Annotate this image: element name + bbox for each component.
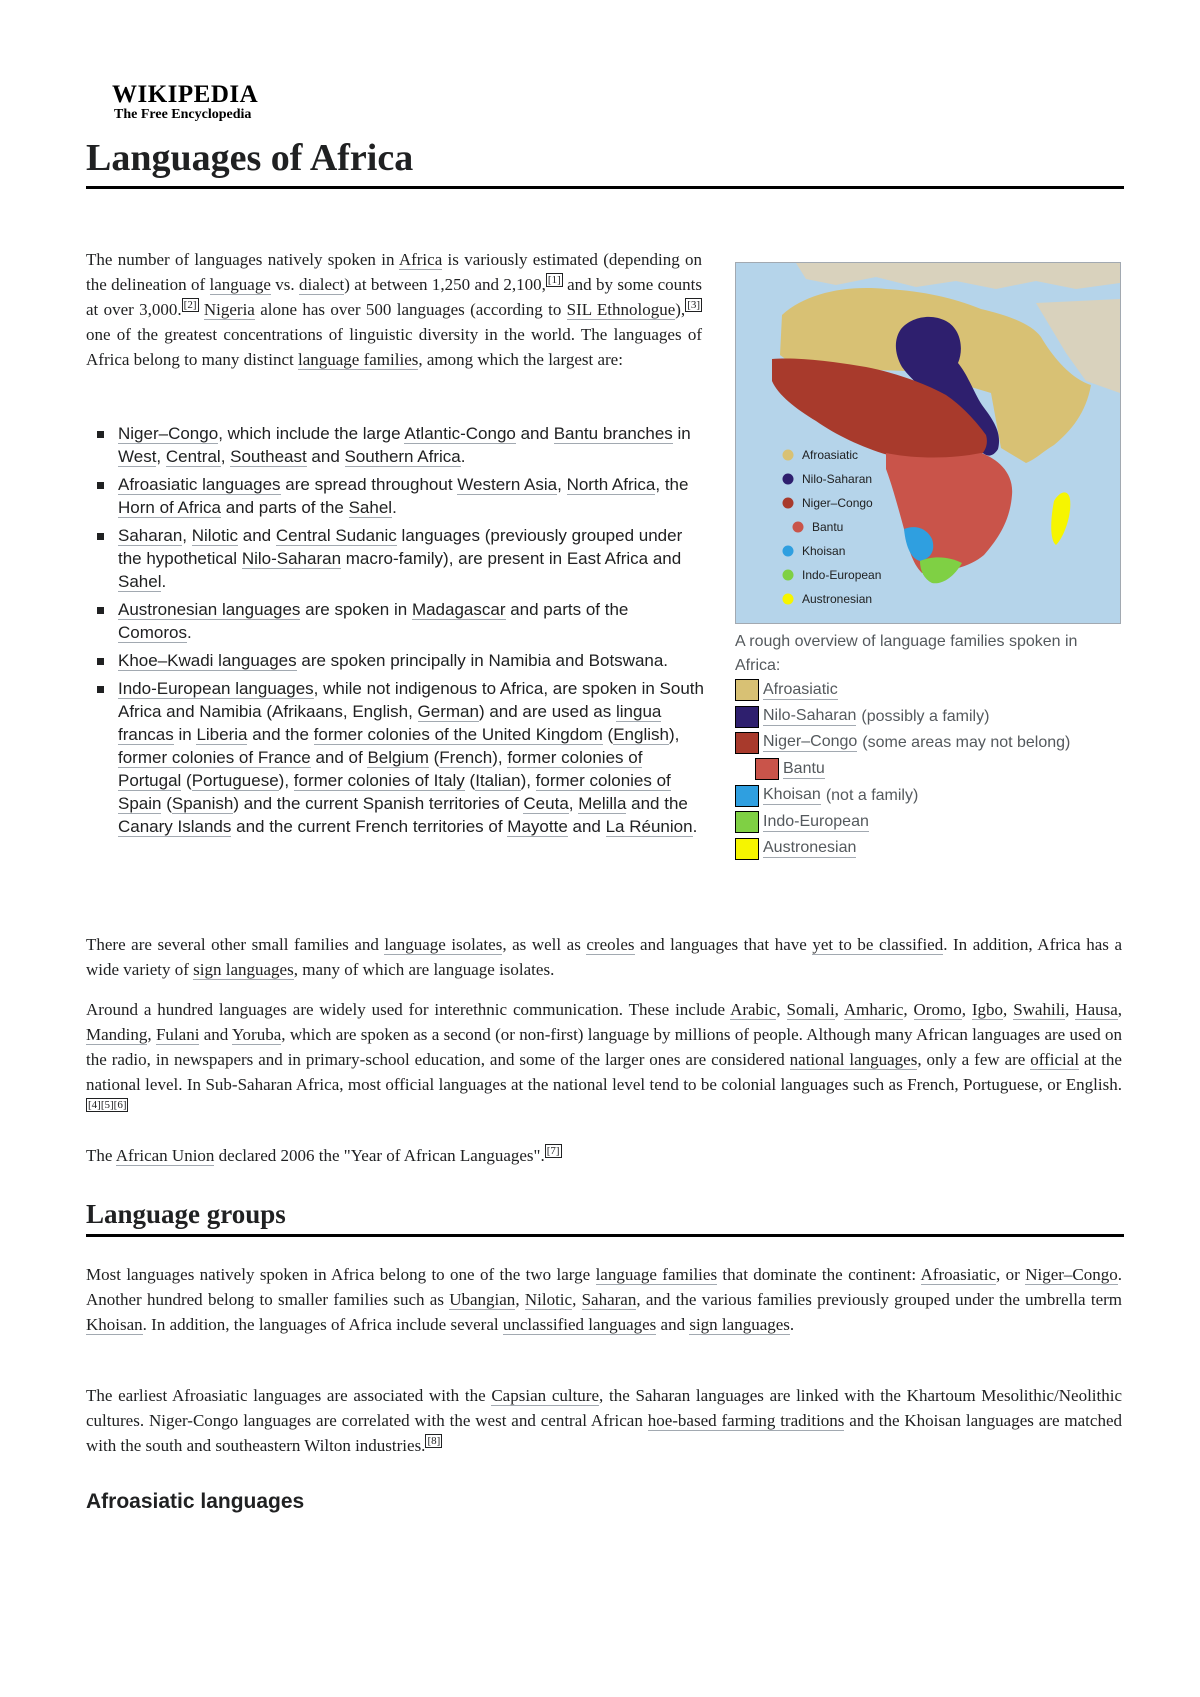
text: , the Saharan languages are linked with the Khartoum Mesolithic/Neolithic cultures. Niger-Congo languages are correlated with the west and central African	[86, 1386, 1123, 1430]
legend-label: Bantu	[812, 520, 844, 534]
link-language[interactable]: language	[209, 275, 271, 294]
link-dialect[interactable]: dialect	[298, 275, 345, 294]
text: and parts of the	[505, 600, 629, 619]
link[interactable]: creoles	[586, 935, 635, 954]
text: ),	[668, 725, 680, 744]
text: Most languages natively spoken in Africa belong to one of the two large	[86, 1265, 596, 1284]
text: that dominate the continent:	[717, 1265, 921, 1284]
link[interactable]: yet to be classified	[812, 935, 944, 954]
text: Around a hundred languages are widely used for interethnic communication. These include	[86, 1000, 731, 1019]
text: ,	[961, 1000, 972, 1019]
text: ,	[515, 1290, 525, 1309]
text: .	[186, 623, 192, 642]
text: . In addition, the languages of Africa include several	[142, 1315, 503, 1334]
ref-label: [3]	[687, 299, 701, 311]
link[interactable]: German	[417, 702, 479, 721]
link[interactable]: Bantu branches	[553, 424, 673, 443]
paragraph-african-union	[86, 1143, 1122, 1168]
list-item	[86, 422, 706, 468]
ref-7[interactable]	[545, 1144, 562, 1158]
link[interactable]: La Réunion	[605, 817, 693, 836]
link[interactable]: Ubangian	[449, 1290, 516, 1309]
color-swatch	[735, 811, 759, 833]
list-item	[86, 677, 706, 838]
text: alone has over 500 languages (according to	[254, 300, 567, 319]
text: in	[672, 424, 691, 443]
legend-dot	[783, 450, 794, 461]
text: ),	[492, 748, 508, 767]
language-family-list	[86, 422, 706, 843]
link[interactable]: Saharan	[581, 1290, 637, 1309]
link[interactable]: former colonies of Italy	[293, 771, 465, 790]
link[interactable]: West	[118, 447, 157, 466]
text: ,	[182, 526, 192, 545]
link[interactable]: Nilo-Saharan	[241, 549, 342, 568]
legend-item	[735, 677, 1121, 703]
link[interactable]: Arabic	[730, 1000, 777, 1019]
link[interactable]: Ceuta	[523, 794, 569, 813]
link[interactable]: Belgium	[367, 748, 429, 767]
link[interactable]: Hausa	[1075, 1000, 1118, 1019]
text: .	[692, 817, 698, 836]
link[interactable]: Khoe–Kwadi languages	[118, 651, 297, 670]
legend-dot	[793, 522, 804, 533]
link[interactable]: language isolates	[384, 935, 503, 954]
text: declared 2006 the "Year of African Languages".	[214, 1146, 545, 1165]
legend-dot	[783, 594, 794, 605]
legend-link[interactable]: Austronesian	[763, 839, 857, 857]
paragraph-other-families	[86, 932, 1122, 982]
legend-link[interactable]: Bantu	[783, 759, 825, 777]
ref-label: [7]	[546, 1145, 560, 1157]
text: and the current French territories of	[231, 817, 508, 836]
legend-link[interactable]: Khoisan	[763, 786, 821, 804]
link-african-union[interactable]: African Union	[115, 1146, 215, 1165]
link[interactable]: Horn of Africa	[118, 498, 221, 517]
section-heading-language-groups: Language groups	[86, 1196, 1124, 1237]
text: and parts of the	[221, 498, 349, 517]
text: is variously estimated (depending on the delineation of	[86, 250, 702, 294]
link[interactable]: former colonies of the United Kingdom	[313, 725, 603, 744]
link[interactable]: Afroasiatic	[920, 1265, 997, 1284]
text: and by some counts at over 3,000.	[86, 275, 702, 319]
legend-link[interactable]: Afroasiatic	[763, 680, 838, 698]
color-swatch	[735, 706, 759, 728]
text: and languages that have	[634, 935, 813, 954]
legend-note: (possibly a family)	[861, 707, 990, 725]
legend-dot	[783, 498, 794, 509]
list-item	[86, 473, 706, 519]
text: .	[392, 498, 397, 517]
text: and	[567, 817, 606, 836]
text: The	[86, 1146, 116, 1165]
ref-label: [1]	[547, 274, 561, 286]
text: ,	[156, 447, 166, 466]
link[interactable]: sign languages	[689, 1315, 790, 1334]
text: (	[464, 771, 476, 790]
text: ,	[557, 475, 567, 494]
link[interactable]: Fulani	[155, 1025, 200, 1044]
paragraph-earliest-cultures	[86, 1383, 1122, 1458]
list-item	[86, 524, 706, 593]
link[interactable]: Madagascar	[411, 600, 506, 619]
ref-8[interactable]	[425, 1434, 442, 1448]
link[interactable]: French	[439, 748, 493, 767]
link-sil-ethnologue[interactable]: SIL Ethnologue	[566, 300, 676, 319]
text: are spread throughout	[280, 475, 458, 494]
text: ),	[675, 300, 686, 319]
link[interactable]: Comoros	[118, 623, 187, 642]
link[interactable]: Melilla	[578, 794, 627, 813]
text: and	[238, 526, 276, 545]
ref-2[interactable]	[182, 298, 199, 312]
link[interactable]: Liberia	[196, 725, 248, 744]
text: , and the various families previously grouped under the umbrella term	[636, 1290, 1122, 1309]
legend-note: (some areas may not belong)	[862, 733, 1071, 751]
link[interactable]: official	[1030, 1050, 1080, 1069]
link[interactable]: hoe-based farming traditions	[647, 1411, 845, 1430]
text: The earliest Afroasiatic languages are associated with the	[86, 1386, 492, 1405]
legend-item	[735, 703, 1121, 729]
link-nigeria[interactable]: Nigeria	[203, 300, 255, 319]
logo-tagline: The Free Encyclopedia	[114, 107, 252, 122]
text: (	[428, 748, 440, 767]
list-item	[86, 649, 706, 672]
text: ,	[1003, 1000, 1014, 1019]
link[interactable]: Igbo	[971, 1000, 1004, 1019]
ref-1[interactable]	[546, 273, 563, 287]
link[interactable]: national languages	[789, 1050, 918, 1069]
link[interactable]: Italian	[475, 771, 521, 790]
wikipedia-logo[interactable]	[112, 82, 272, 122]
link[interactable]: Sahel	[348, 498, 393, 517]
list-item	[86, 598, 706, 644]
link[interactable]: Central	[165, 447, 221, 466]
text: , which include the large	[218, 424, 405, 443]
ref-3[interactable]	[685, 298, 702, 312]
text: are spoken in	[300, 600, 412, 619]
text: ),	[520, 771, 536, 790]
color-swatch	[735, 679, 759, 701]
color-swatch	[735, 785, 759, 807]
text: , the	[655, 475, 689, 494]
text: ,	[147, 1025, 156, 1044]
paragraph-interethnic	[86, 997, 1122, 1122]
legend-item	[735, 756, 1121, 782]
text: ) and the current Spanish territories of	[233, 794, 524, 813]
color-swatch	[755, 758, 779, 780]
link[interactable]: Amharic	[843, 1000, 904, 1019]
text: ,	[220, 447, 231, 466]
text: one of the greatest concentrations of linguistic diversity in the world. The languages of Africa belong to many distinct	[86, 325, 702, 369]
legend-dot	[783, 546, 794, 557]
text: ,	[903, 1000, 914, 1019]
subsection-heading-afroasiatic: Afroasiatic languages	[86, 1490, 305, 1513]
africa-language-map[interactable]	[735, 262, 1121, 624]
text: and	[656, 1315, 690, 1334]
link[interactable]: Capsian culture	[491, 1386, 600, 1405]
text: and the	[247, 725, 314, 744]
legend-label: Niger–Congo	[802, 496, 873, 510]
intro-paragraph	[86, 247, 702, 372]
text: ,	[834, 1000, 844, 1019]
legend-link[interactable]: Niger–Congo	[763, 733, 858, 751]
text: .	[161, 572, 167, 591]
text: ) and are used as	[478, 702, 616, 721]
link[interactable]: Austronesian languages	[118, 600, 301, 619]
text: and the Khoisan languages are matched with the south and southeastern Wilton industries.	[86, 1411, 1122, 1455]
link[interactable]: Yoruba	[231, 1025, 282, 1044]
link[interactable]: Central Sudanic	[275, 526, 397, 545]
link[interactable]: English	[613, 725, 669, 744]
text: ),	[278, 771, 294, 790]
text: ,	[568, 794, 579, 813]
ref-label: [2]	[183, 299, 197, 311]
link[interactable]: Somali	[786, 1000, 835, 1019]
ref-label: [8]	[427, 1435, 441, 1447]
text: , many of which are language isolates.	[293, 960, 555, 979]
link[interactable]: sign languages	[193, 960, 294, 979]
text: (	[602, 725, 614, 744]
text: ,	[1117, 1000, 1123, 1019]
text: , among which the largest are:	[418, 350, 623, 369]
link[interactable]: Niger–Congo	[118, 424, 219, 443]
legend-item	[735, 809, 1121, 835]
text: , which are spoken as a second (or non-first) language by millions of people. Although many African languages are used on the radio, in newspapers and in primary-school education, and some of the larger ones are considered	[86, 1025, 1123, 1069]
text: and the	[626, 794, 688, 813]
legend-label: Nilo-Saharan	[802, 472, 873, 486]
text: macro-family), are present in East Africa and	[341, 549, 682, 568]
legend-item	[735, 730, 1121, 756]
legend-link[interactable]: Indo-European	[763, 812, 869, 830]
link[interactable]: Niger–Congo	[1025, 1265, 1118, 1284]
map-image	[736, 263, 1120, 623]
map-caption: A rough overview of language families spoken in Africa:	[735, 633, 1078, 674]
link-africa[interactable]: Africa	[398, 250, 443, 269]
link[interactable]: lingua francas	[118, 702, 662, 744]
link[interactable]: language families	[595, 1265, 718, 1284]
text: . Another hundred belong to smaller families such as	[86, 1265, 1122, 1309]
link[interactable]: Atlantic-Congo	[404, 424, 516, 443]
link[interactable]: North Africa	[566, 475, 656, 494]
text: .	[460, 447, 466, 466]
link-language-families[interactable]: language families	[297, 350, 419, 369]
page-title: Languages of Africa	[86, 134, 1124, 189]
legend-label: Afroasiatic	[802, 448, 859, 462]
link[interactable]: Saharan	[118, 526, 183, 545]
link[interactable]: Sahel	[118, 572, 162, 591]
color-swatch	[735, 838, 759, 860]
legend-label: Austronesian	[802, 592, 873, 606]
ref-label: [4][5][6]	[88, 1099, 127, 1111]
legend-dot	[783, 474, 794, 485]
link[interactable]: Nilotic	[524, 1290, 573, 1309]
text: in	[173, 725, 197, 744]
text: , or	[996, 1265, 1026, 1284]
link[interactable]: unclassified languages	[502, 1315, 657, 1334]
link[interactable]: Western Asia	[457, 475, 558, 494]
legend-label: Khoisan	[802, 544, 846, 558]
link[interactable]: Oromo	[913, 1000, 962, 1019]
legend-dot	[783, 570, 794, 581]
text: ,	[1065, 1000, 1076, 1019]
link[interactable]: Canary Islands	[118, 817, 232, 836]
text: .	[789, 1315, 795, 1334]
legend-link[interactable]: Nilo-Saharan	[763, 707, 857, 725]
text: The number of languages natively spoken in	[86, 250, 399, 269]
text: . In addition, Africa has a wide variety of	[86, 935, 1123, 979]
text: (	[161, 794, 172, 813]
link[interactable]: Portuguese	[191, 771, 279, 790]
link[interactable]: former colonies of Portugal	[118, 748, 643, 790]
text: ,	[776, 1000, 787, 1019]
text: There are several other small families and	[86, 935, 385, 954]
link[interactable]: Southeast	[230, 447, 307, 466]
text: vs.	[270, 275, 299, 294]
link[interactable]: Southern Africa	[344, 447, 461, 466]
legend-item	[735, 835, 1121, 861]
logo-wordmark: WIKIPEDIA	[112, 81, 259, 108]
color-swatch	[735, 732, 759, 754]
text: and	[515, 424, 554, 443]
link[interactable]: Mayotte	[507, 817, 568, 836]
text: ) at between 1,250 and 2,100,	[344, 275, 546, 294]
text: , while not indigenous to Africa, are spoken in South Africa and Namibia (Afrikaans, English,	[118, 679, 704, 721]
link[interactable]: Indo-European languages	[118, 679, 314, 698]
link[interactable]: Swahili	[1013, 1000, 1066, 1019]
legend-label: Indo-European	[802, 568, 882, 582]
link[interactable]: Khoisan	[86, 1315, 143, 1334]
link[interactable]: former colonies of Spain	[118, 771, 671, 813]
text: (	[181, 771, 192, 790]
text: and	[199, 1025, 232, 1044]
color-legend	[735, 677, 1121, 862]
text: , only a few are	[917, 1050, 1031, 1069]
legend-item	[735, 783, 1121, 809]
text: at the national level. In Sub-Saharan Africa, most official languages at the national level tend to be colonial languages such as French, Portuguese, or English.	[86, 1050, 1122, 1094]
text: languages (previously grouped under the hypothetical	[118, 526, 683, 568]
link[interactable]: Nilotic	[191, 526, 239, 545]
legend-note: (not a family)	[825, 786, 919, 804]
link[interactable]: Spanish	[171, 794, 234, 813]
text: and of	[310, 748, 368, 767]
ref-4-5-6[interactable]	[86, 1098, 128, 1112]
text: are spoken principally in Namibia and Botswana.	[296, 651, 669, 670]
paragraph-language-groups	[86, 1262, 1122, 1337]
link[interactable]: Afroasiatic languages	[118, 475, 281, 494]
text: and	[306, 447, 345, 466]
text: , as well as	[502, 935, 587, 954]
text: ,	[572, 1290, 582, 1309]
link[interactable]: Manding	[86, 1025, 148, 1044]
link[interactable]: former colonies of France	[118, 748, 311, 767]
